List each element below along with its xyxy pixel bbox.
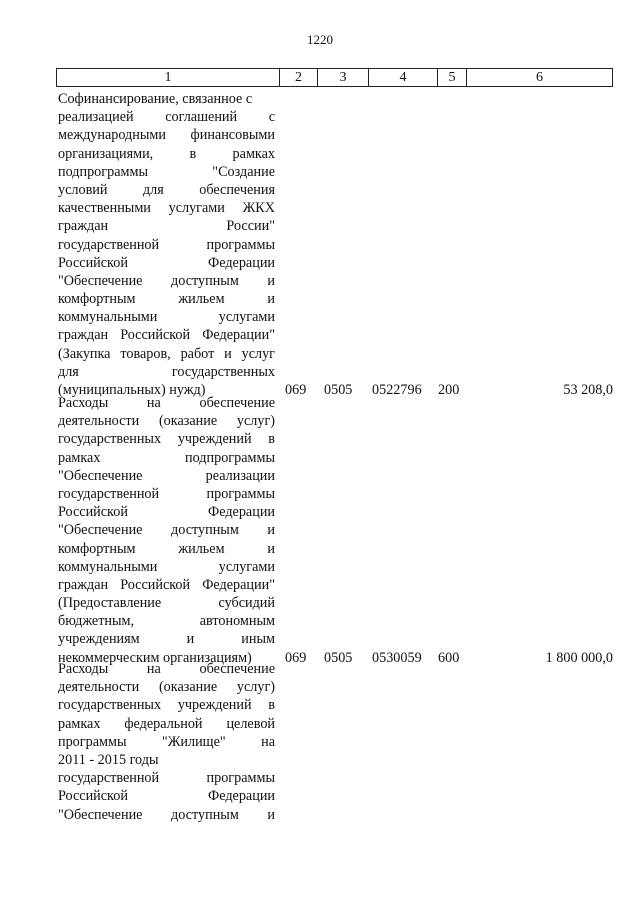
description-line: Расходы на обеспечение — [58, 395, 275, 411]
description-line: реализацией соглашений с — [58, 109, 275, 126]
description-line: государственной программы — [58, 236, 275, 253]
description-line: Российской Федерации — [58, 504, 275, 521]
description-line: коммунальными услугами — [58, 309, 275, 326]
description-line: бюджетным, автономным — [58, 613, 275, 630]
rz-code: 0505 — [324, 382, 353, 398]
row-description — [58, 660, 275, 824]
description-line: граждан России" — [58, 218, 275, 235]
description-line: государственной программы — [58, 485, 275, 502]
column-header-3: 3 — [318, 69, 369, 86]
description-line: государственных учреждений в — [58, 431, 275, 448]
description-line: деятельности (оказание услуг) — [58, 679, 275, 696]
amount-value: 1 800 000,0 — [545, 650, 613, 666]
csr-code: 0522796 — [372, 382, 422, 398]
description-line: граждан Российской Федерации" — [58, 576, 275, 593]
table-row — [58, 394, 613, 667]
description-line: граждан Российской Федерации" — [58, 327, 275, 344]
description-line: подпрограммы "Создание — [58, 163, 275, 180]
description-line: государственной программы — [58, 770, 275, 787]
row-description — [58, 394, 275, 667]
table-row — [58, 660, 613, 824]
description-line: Российской Федерации — [58, 788, 275, 805]
column-header-6: 6 — [536, 70, 543, 85]
vr-code: 600 — [438, 650, 460, 666]
description-line: комфортным жильем и — [58, 540, 275, 557]
description-line: условий для обеспечения — [58, 181, 275, 198]
description-line: "Обеспечение доступным и — [58, 806, 275, 823]
description-line: 2011 - 2015 годы — [58, 751, 159, 768]
row-description — [58, 90, 275, 399]
column-header-4: 4 — [369, 69, 438, 86]
description-line: организациями, в рамках — [58, 145, 275, 162]
description-line: рамках федеральной целевой — [58, 715, 275, 732]
vr-code: 200 — [438, 382, 460, 398]
description-line: деятельности (оказание услуг) — [58, 413, 275, 430]
description-line: программы "Жилище" на — [58, 733, 275, 750]
column-header-2: 2 — [280, 69, 318, 86]
description-line: государственных учреждений в — [58, 697, 275, 714]
amount-value: 53 208,0 — [563, 382, 613, 398]
table-row — [58, 90, 613, 399]
description-line: учреждениям и иным — [58, 631, 275, 648]
description-line: качественными услугами ЖКХ — [58, 200, 275, 217]
description-line: Расходы на обеспечение — [58, 661, 275, 677]
column-header-5: 5 — [438, 69, 467, 86]
ved-code: 069 — [285, 650, 307, 666]
description-line: (Закупка товаров, работ и услуг — [58, 345, 275, 362]
ved-code: 069 — [285, 382, 307, 398]
description-line: Российской Федерации — [58, 254, 275, 271]
csr-code: 0530059 — [372, 650, 422, 666]
description-line: (муниципальных) нужд) — [58, 382, 206, 398]
description-line: коммунальными услугами — [58, 558, 275, 575]
description-line: (Предоставление субсидий — [58, 595, 275, 612]
description-line: для государственных — [58, 363, 275, 380]
description-line: комфортным жильем и — [58, 291, 275, 308]
page-number: 1220 — [307, 32, 333, 47]
description-line: "Обеспечение доступным и — [58, 522, 275, 539]
description-line: "Обеспечение доступным и — [58, 272, 275, 289]
column-header-1: 1 — [57, 69, 280, 86]
description-line: рамках подпрограммы — [58, 449, 275, 466]
description-line: международными финансовыми — [58, 127, 275, 144]
column-header-row — [56, 68, 613, 87]
description-line: некоммерческим организациям) — [58, 649, 252, 666]
description-line: "Обеспечение реализации — [58, 467, 275, 484]
description-line: Софинансирование, связанное с — [58, 91, 253, 107]
rz-code: 0505 — [324, 650, 353, 666]
